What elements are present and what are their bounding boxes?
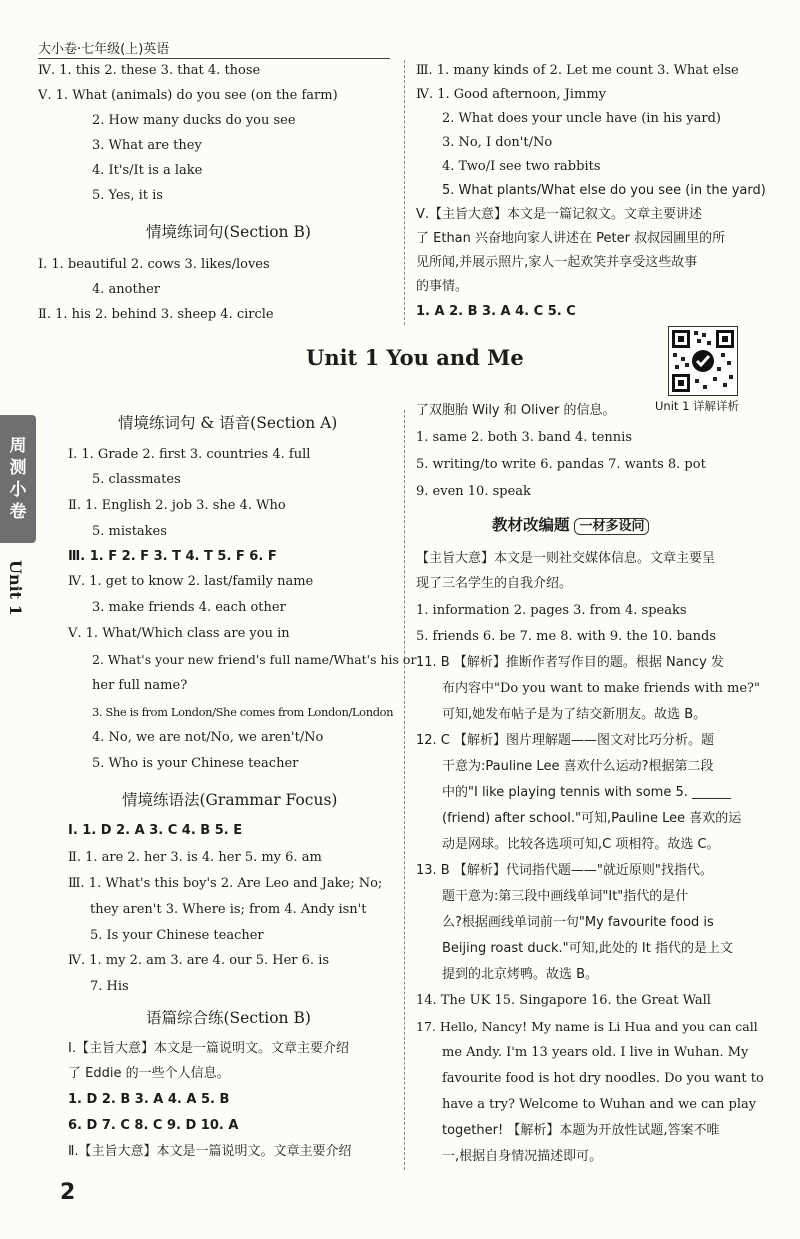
answer-line: Ⅲ. 1. many kinds of 2. Let me count 3. What else: [416, 63, 739, 78]
answer-line: 3. She is from London/She comes from London/London: [92, 705, 394, 719]
answer-line: 4. Two/I see two rabbits: [442, 159, 601, 174]
answer-line: her full name?: [92, 678, 188, 693]
side-tab-char: 小: [9, 480, 27, 500]
answer-line: 2. What does your uncle have (in his yard): [442, 111, 721, 126]
qr-code-icon: [669, 327, 737, 395]
answer-line: Ⅰ. 1. D 2. A 3. C 4. B 5. E: [68, 823, 243, 838]
explanation-line: 中的"I like playing tennis with some 5. ______: [442, 785, 731, 800]
section-title: 教材改编题: [492, 516, 570, 534]
answer-line: 1. information 2. pages 3. from 4. speaks: [416, 603, 687, 618]
explanation-line: 布内容中"Do you want to make friends with me?": [442, 681, 760, 696]
explanation-line: (friend) after school."可知,Pauline Lee 喜欢的运: [442, 811, 742, 826]
answer-line: 5. writing/to write 6. pandas 7. wants 8. pot: [416, 457, 706, 472]
answer-line: 5. Is your Chinese teacher: [90, 928, 264, 943]
explanation-line: 13. B 【解析】代词指代题——"就近原则"找指代。: [416, 863, 713, 878]
summary-line: Ⅱ.【主旨大意】本文是一篇说明文。文章主要介绍: [68, 1144, 352, 1159]
side-tab-char: 周: [9, 436, 27, 456]
answer-line: 2. What's your new friend's full name/What's his or: [92, 652, 417, 667]
answer-line: Ⅲ. 1. What's this boy's 2. Are Leo and Jake; No;: [68, 876, 383, 891]
section-heading: 情境练词句 & 语音(Section A): [118, 414, 338, 432]
side-tab-char: 卷: [9, 502, 27, 522]
answer-line: Ⅰ. 1. Grade 2. first 3. countries 4. full: [68, 447, 311, 462]
answer-line: Ⅲ. 1. F 2. F 3. T 4. T 5. F 6. F: [68, 549, 277, 564]
explanation-line: 可知,她发布帖子是为了结交新朋友。故选 B。: [442, 707, 707, 722]
answer-line: 4. No, we are not/No, we aren't/No: [92, 730, 324, 745]
answer-line: Ⅳ. 1. my 2. am 3. are 4. our 5. Her 6. is: [68, 953, 330, 968]
section-heading: 语篇综合练(Section B): [146, 1009, 311, 1027]
summary-line: 现了三名学生的自我介绍。: [416, 576, 573, 591]
page-number: 2: [60, 1180, 76, 1205]
essay-line: me Andy. I'm 13 years old. I live in Wuhan. My: [442, 1045, 749, 1060]
summary-line: Ⅴ.【主旨大意】本文是一篇记叙文。文章主要讲述: [416, 207, 703, 222]
header-title: 大小卷·七年级(上)英语: [38, 42, 170, 57]
answer-line: 2. How many ducks do you see: [92, 113, 296, 128]
answer-line: Ⅴ. 1. What (animals) do you see (on the farm): [38, 88, 338, 103]
answer-line: 9. even 10. speak: [416, 484, 531, 499]
side-unit-label: Unit 1: [6, 560, 25, 616]
essay-line: 17. Hello, Nancy! My name is Li Hua and you can call: [416, 1019, 758, 1034]
summary-line: 的事情。: [416, 279, 469, 294]
unit-title: Unit 1 You and Me: [306, 345, 524, 370]
explanation-line: 12. C 【解析】图片理解题——图文对比巧分析。题: [416, 733, 715, 748]
header-rule: [38, 58, 390, 59]
explanation-line: 11. B 【解析】推断作者写作目的题。根据 Nancy 发: [416, 655, 724, 670]
answer-line: 3. No, I don't/No: [442, 135, 553, 150]
answer-line: 4. another: [92, 282, 160, 297]
answer-line: Ⅳ. 1. this 2. these 3. that 4. those: [38, 63, 261, 78]
answer-line: 7. His: [90, 979, 129, 994]
explanation-line: 干意为:Pauline Lee 喜欢什么运动?根据第二段: [442, 759, 714, 774]
section-tag: 一材多设问: [574, 518, 649, 535]
answer-line: 14. The UK 15. Singapore 16. the Great Wall: [416, 993, 711, 1008]
answer-line: 5. classmates: [92, 472, 181, 487]
summary-line: 【主旨大意】本文是一则社交媒体信息。文章主要呈: [416, 551, 716, 566]
explanation-line: 么?根据画线单词前一句"My favourite food is: [442, 915, 714, 930]
essay-line: have a try? Welcome to Wuhan and we can play: [442, 1097, 757, 1112]
qr-caption: Unit 1 详解详析: [655, 399, 740, 413]
answer-line: 5. friends 6. be 7. me 8. with 9. the 10. bands: [416, 629, 717, 644]
answer-line: 5. mistakes: [92, 524, 167, 539]
answer-line: 3. make friends 4. each other: [92, 600, 286, 615]
answer-line: 1. same 2. both 3. band 4. tennis: [416, 430, 632, 445]
qr-code[interactable]: [668, 326, 738, 396]
answer-line: Ⅱ. 1. are 2. her 3. is 4. her 5. my 6. am: [68, 850, 322, 865]
summary-line: 了 Eddie 的一些个人信息。: [68, 1066, 230, 1081]
section-heading: 情境练语法(Grammar Focus): [122, 791, 338, 809]
explanation-line: 题干意为:第三段中画线单词"It"指代的是什: [442, 889, 689, 904]
answer-line: Ⅴ. 1. What/Which class are you in: [68, 626, 290, 641]
answer-line: 5. Who is your Chinese teacher: [92, 756, 299, 771]
section-heading: 情境练词句(Section B): [146, 223, 311, 241]
side-tab-char: 测: [9, 458, 27, 478]
explanation-line: Beijing roast duck."可知,此处的 It 指代的是上文: [442, 941, 733, 956]
answer-line: they aren't 3. Where is; from 4. Andy isn't: [90, 902, 367, 917]
answer-line: Ⅳ. 1. Good afternoon, Jimmy: [416, 87, 607, 102]
side-tab: [0, 415, 36, 543]
summary-line: Ⅰ.【主旨大意】本文是一篇说明文。文章主要介绍: [68, 1041, 349, 1056]
answer-line: 5. What plants/What else do you see (in the yard): [442, 183, 766, 198]
answer-line: Ⅱ. 1. his 2. behind 3. sheep 4. circle: [38, 307, 274, 322]
column-divider-bottom: [404, 410, 405, 1170]
answer-line: Ⅰ. 1. beautiful 2. cows 3. likes/loves: [38, 257, 270, 272]
column-divider-top: [404, 60, 405, 325]
explanation-line: 提到的北京烤鸭。故选 B。: [442, 967, 599, 982]
section-heading-textbook: [492, 513, 649, 535]
summary-line: 了双胞胎 Wily 和 Oliver 的信息。: [416, 403, 616, 418]
essay-line: favourite food is hot dry noodles. Do you want to: [442, 1071, 764, 1086]
explanation-line: 动是网球。比较各选项可知,C 项相符。故选 C。: [442, 837, 720, 852]
answer-line: Ⅱ. 1. English 2. job 3. she 4. Who: [68, 498, 286, 513]
answer-line: Ⅳ. 1. get to know 2. last/family name: [68, 574, 314, 589]
answer-line: 1. D 2. B 3. A 4. A 5. B: [68, 1092, 230, 1107]
summary-line: 见所闻,并展示照片,家人一起欢笑并享受这些故事: [416, 255, 698, 270]
answer-line: 1. A 2. B 3. A 4. C 5. C: [416, 304, 576, 319]
answer-line: 4. It's/It is a lake: [92, 163, 203, 178]
answer-line: 5. Yes, it is: [92, 188, 163, 203]
answer-line: 3. What are they: [92, 138, 202, 153]
answer-line: 6. D 7. C 8. C 9. D 10. A: [68, 1118, 239, 1133]
summary-line: 了 Ethan 兴奋地向家人讲述在 Peter 叔叔园圃里的所: [416, 231, 726, 246]
essay-line: 一,根据自身情况描述即可。: [442, 1149, 603, 1164]
essay-line: together! 【解析】本题为开放性试题,答案不唯: [442, 1123, 720, 1138]
